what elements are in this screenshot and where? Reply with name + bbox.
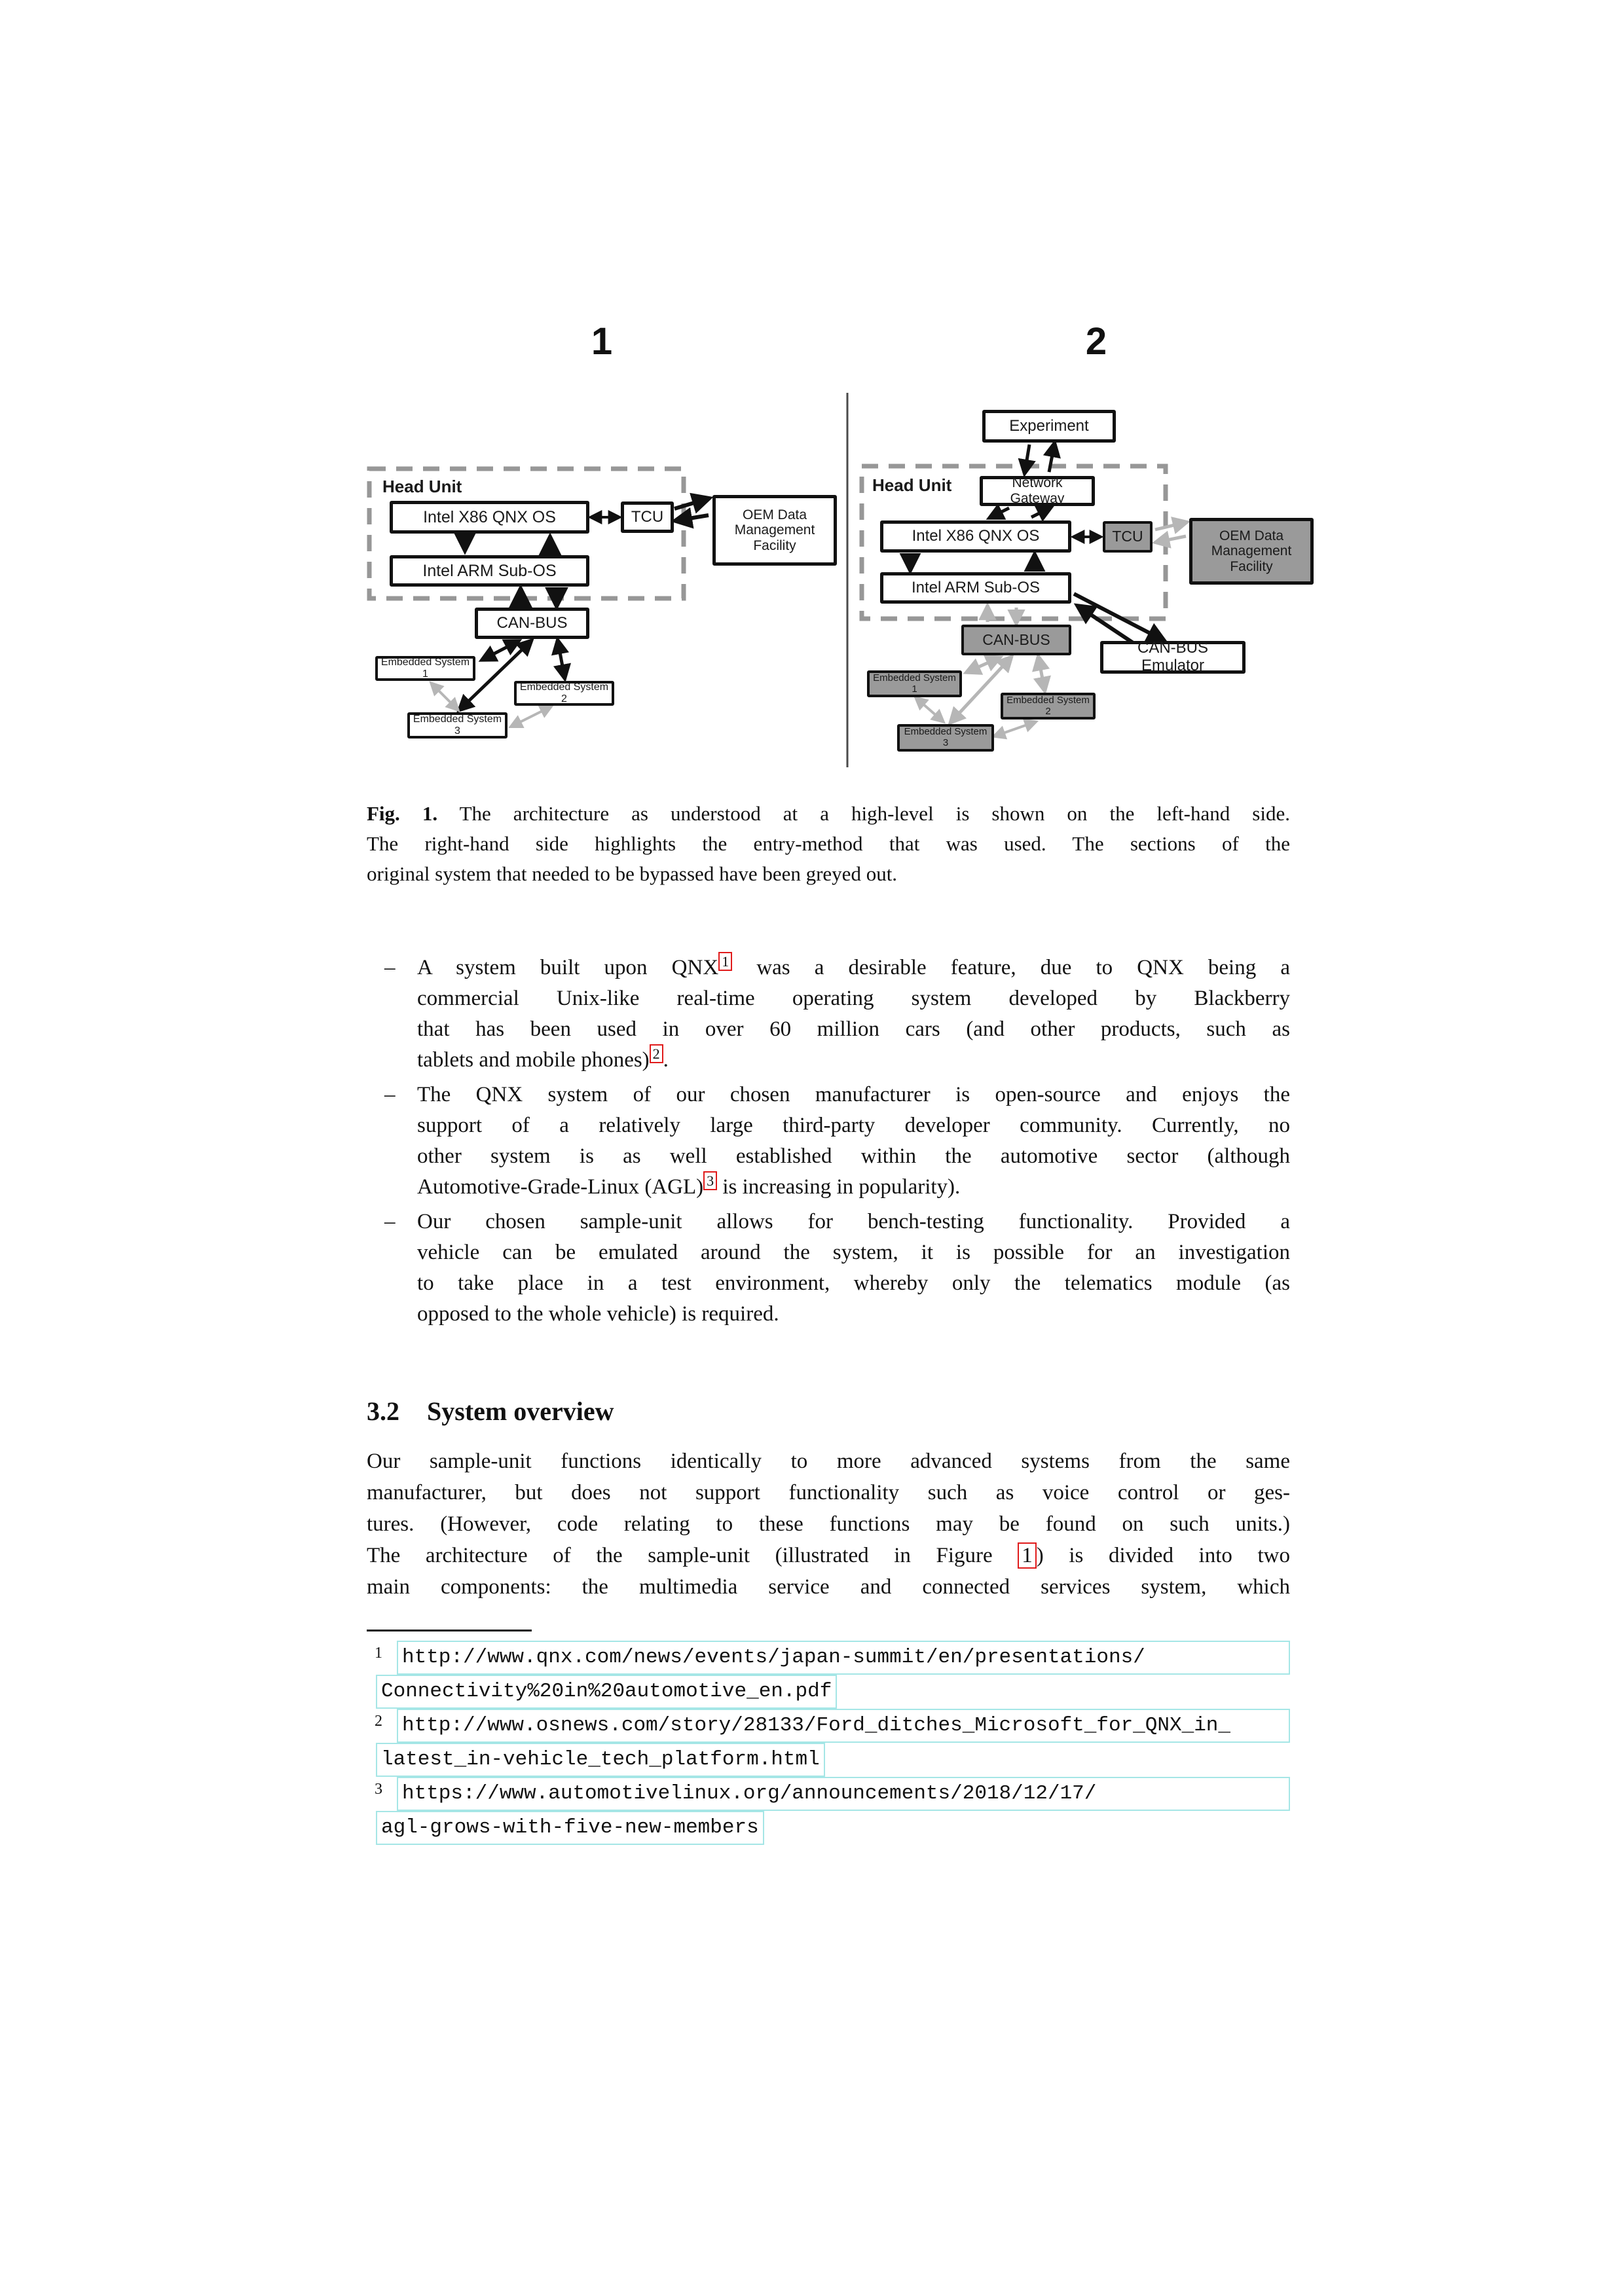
section-title: System overview [427, 1396, 614, 1426]
footnote-1 [367, 1641, 1290, 1709]
figure-caption [367, 799, 1290, 889]
body-line: opposed to the whole vehicle) is required. [417, 1302, 779, 1326]
body-line: tures. (However, code relating to these functions may be found on such units.) [367, 1512, 1290, 1536]
body-line: commercial Unix-like real-time operating system developed by Blackberry [417, 987, 1290, 1010]
footnote-url[interactable]: http://www.osnews.com/story/28133/Ford_ditches_Microsoft_for_QNX_in_ [397, 1709, 1290, 1743]
footnote-ref-3[interactable]: 3 [703, 1171, 717, 1190]
box-network-gateway: Network Gateway [980, 476, 1095, 506]
box-experiment: Experiment [982, 410, 1116, 443]
box-intel-arm-sub-os: Intel ARM Sub-OS [390, 555, 589, 587]
oem2-line-1: OEM Data [1219, 528, 1284, 543]
box-intel-arm-sub-os-2: Intel ARM Sub-OS [880, 572, 1071, 604]
box-intel-x86-qnx-os: Intel X86 QNX OS [390, 501, 589, 534]
footnote-line [367, 1675, 1290, 1709]
body-line: Our sample-unit functions identically to more advanced systems from the same [367, 1449, 1290, 1473]
panel2-label: 2 [1085, 320, 1107, 363]
footnote-rule [367, 1630, 532, 1631]
section-number: 3.2 [367, 1396, 399, 1426]
bullet-list [367, 953, 1290, 1334]
head-unit-label: Head Unit [382, 477, 462, 496]
oem2-line-2: Management Facility [1211, 543, 1292, 574]
body-line: other system is as well established within the automotive sector (although [417, 1144, 1290, 1168]
footnote-3 [367, 1777, 1290, 1845]
panel1-label: 1 [591, 320, 613, 363]
list-item [367, 1080, 1290, 1203]
figure-1 [354, 301, 1316, 793]
oem-line-2: Management Facility [734, 522, 815, 553]
box-embedded-system-3-2: Embedded System 3 [897, 724, 994, 752]
head-unit-label-2: Head Unit [872, 475, 952, 495]
footnote-marker: 1 [375, 1645, 382, 1662]
box-oem-data-management-facility [712, 495, 837, 566]
list-item [367, 1207, 1290, 1330]
bullet-marker: – [384, 956, 396, 979]
body-line: A system built upon QNX $^1$ was a desirable feature, due to QNX being a [417, 953, 1290, 979]
body-line: manufacturer, but does not support functionality such as voice control or ges- [367, 1481, 1290, 1504]
section-heading [367, 1396, 1290, 1427]
body-line: The QNX system of our chosen manufacturer is open-source and enjoys the [417, 1083, 1290, 1106]
caption-tag: Fig. 1. [367, 802, 438, 825]
body-line: support of a relatively large third-party developer community. Currently, no [417, 1114, 1290, 1137]
footnote-ref-2[interactable]: 2 [650, 1044, 663, 1063]
footnotes [367, 1641, 1290, 1845]
body-line: The architecture of the sample-unit (illustrated in Figure 1 ) is divided into two [367, 1544, 1290, 1567]
footnote-line [367, 1777, 1290, 1811]
footnote-line [367, 1641, 1290, 1675]
footnote-url[interactable]: Connectivity%20in%20automotive_en.pdf [376, 1675, 837, 1709]
footnote-url[interactable]: https://www.automotivelinux.org/announcements/2018/12/17/ [397, 1777, 1290, 1811]
box-tcu-2: TCU [1103, 521, 1153, 553]
footnote-line [367, 1709, 1290, 1743]
footnote-2 [367, 1709, 1290, 1777]
box-embedded-system-1: Embedded System 1 [375, 656, 475, 681]
oem-line-1: OEM Data [742, 507, 807, 522]
box-embedded-system-3: Embedded System 3 [407, 712, 507, 738]
box-can-bus-2: CAN-BUS [961, 625, 1071, 655]
footnote-url[interactable]: latest_in-vehicle_tech_platform.html [376, 1743, 825, 1777]
body-line: Our chosen sample-unit allows for bench-testing functionality. Provided a [417, 1210, 1290, 1233]
box-can-bus-emulator: CAN-BUS Emulator [1100, 641, 1246, 674]
body-line: vehicle can be emulated around the system, it is possible for an investigation [417, 1241, 1290, 1264]
list-item [367, 953, 1290, 1076]
caption-line: The right-hand side highlights the entry-method that was used. The sections of the [367, 832, 1290, 855]
footnote-line [367, 1811, 1290, 1845]
footnote-ref-1[interactable]: 1 [718, 952, 732, 971]
body-line: to take place in a test environment, whereby only the telematics module (as [417, 1271, 1290, 1295]
box-embedded-system-2: Embedded System 2 [514, 681, 614, 706]
box-can-bus: CAN-BUS [475, 608, 589, 639]
figure-1-ref[interactable]: 1 [1018, 1542, 1037, 1569]
bullet-marker: – [384, 1083, 396, 1106]
body-line: that has been used in over 60 million cars (and other products, such as [417, 1017, 1290, 1041]
caption-line: original system that needed to be bypassed have been greyed out. [367, 862, 898, 885]
footnote-url[interactable]: agl-grows-with-five-new-members [376, 1811, 764, 1845]
box-intel-x86-qnx-os-2: Intel X86 QNX OS [880, 520, 1071, 553]
footnote-marker: 3 [375, 1781, 382, 1798]
bullet-marker: – [384, 1210, 396, 1233]
body-line: Automotive-Grade-Linux (AGL) $^3$ is increasing in popularity). [417, 1173, 961, 1199]
body-paragraph [367, 1446, 1290, 1603]
footnote-line [367, 1743, 1290, 1777]
body-line: tablets and mobile phones) $^2$ . [417, 1046, 669, 1072]
box-tcu: TCU [621, 501, 674, 533]
footnote-marker: 2 [375, 1713, 382, 1730]
box-oem-data-management-facility-2 [1189, 518, 1314, 585]
caption-line: Fig. 1. The architecture as understood at a high-level is shown on the left-hand side. [367, 802, 1290, 825]
body-line: main components: the multimedia service and connected services system, which [367, 1575, 1290, 1599]
box-embedded-system-1-2: Embedded System 1 [867, 670, 962, 697]
box-embedded-system-2-2: Embedded System 2 [1001, 693, 1096, 720]
footnote-url[interactable]: http://www.qnx.com/news/events/japan-summit/en/presentations/ [397, 1641, 1290, 1675]
